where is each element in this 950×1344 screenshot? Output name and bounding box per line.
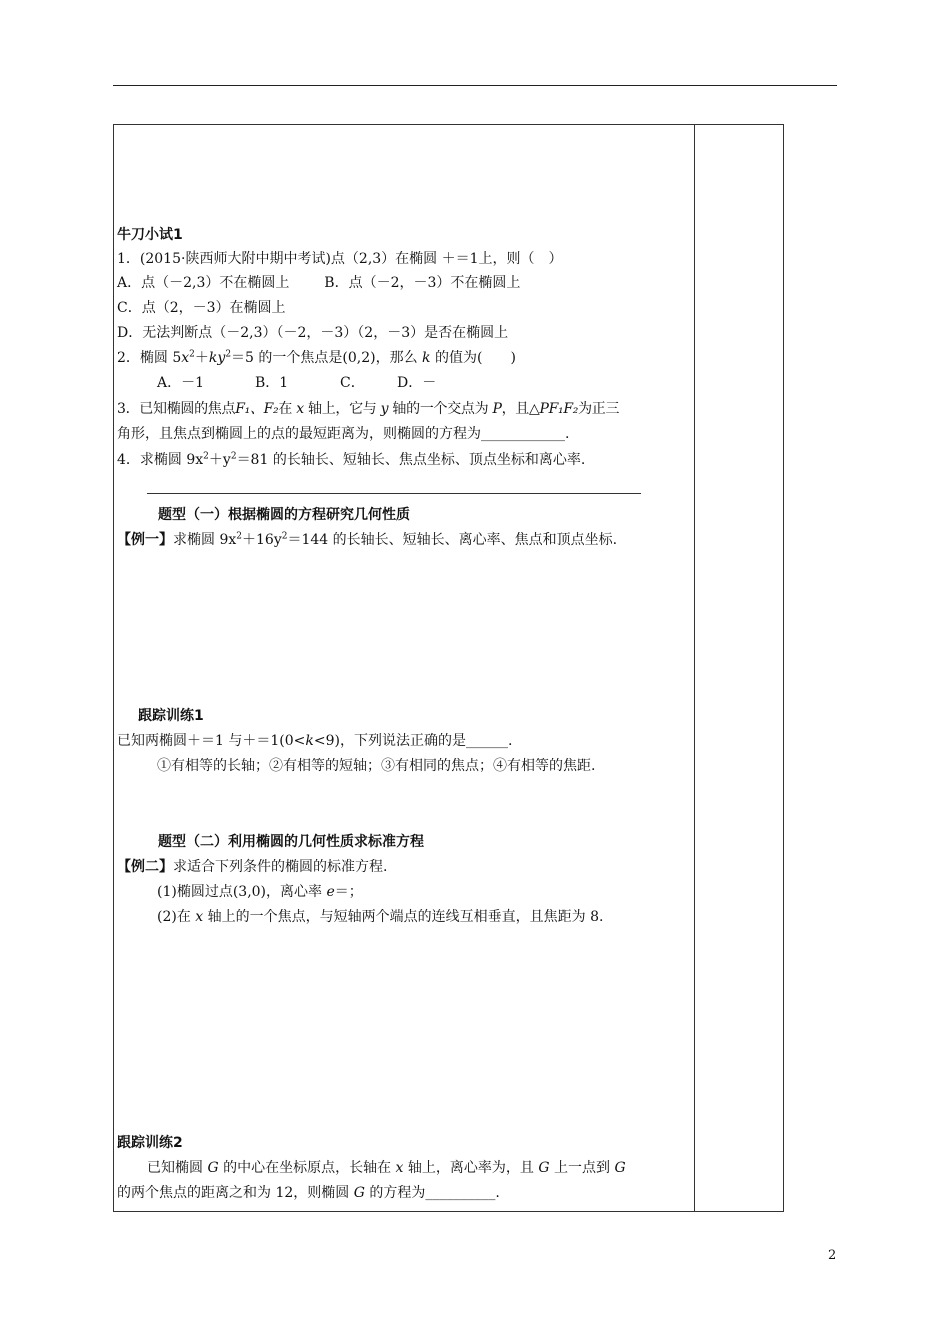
drill2-title: 跟踪训练2 xyxy=(117,1135,183,1151)
q3-line2: 角形，且焦点到椭圆上的点的最短距离为，则椭圆的方程为____________. xyxy=(117,426,570,442)
q1-option-c: C．点（2，－3）在椭圆上 xyxy=(117,300,286,316)
practice-title: 牛刀小试1 xyxy=(117,227,183,243)
example2-tag: 【例二】 xyxy=(117,859,173,875)
type1-heading: 题型（一）根据椭圆的方程研究几何性质 xyxy=(158,507,410,523)
q1-stem: 1．(2015·陕西师大附中期中考试)点（2,3）在椭圆 ＋＝1上，则（ ） xyxy=(117,251,563,267)
drill2-line2: 的两个焦点的距离之和为 12，则椭圆 G 的方程为__________. xyxy=(117,1185,500,1201)
q2-option-b: B．1 xyxy=(255,375,289,391)
page-number: 2 xyxy=(828,1248,837,1263)
section-divider xyxy=(147,493,641,494)
q1-option-d: D．无法判断点（－2,3）（－2，－3）（2，－3）是否在椭圆上 xyxy=(117,325,509,341)
example1-tag: 【例一】 xyxy=(117,532,173,548)
q2-option-c: C． xyxy=(340,375,365,391)
q2-stem: 2．椭圆 $5x^2+ky^2=5$ 的一个焦点是(0,2)，那么 k 的值为( ) xyxy=(117,349,516,366)
q1-options-ab xyxy=(117,274,520,292)
example2-condition2: (2)在 x 轴上的一个焦点，与短轴两个端点的连线互相垂直，且焦距为 8. xyxy=(157,909,604,925)
example2-condition1: (1)椭圆过点(3,0)，离心率 e＝； xyxy=(157,884,363,900)
example2: 【例二】求适合下列条件的椭圆的标准方程. xyxy=(117,859,388,875)
notes-column-divider xyxy=(694,124,695,1212)
q1-option-b: B．点（－2，－3）不在椭圆上 xyxy=(324,275,521,291)
q1-option-a: A．点（－2,3）不在椭圆上 xyxy=(117,275,290,291)
header-rule xyxy=(113,85,837,86)
drill1-stem: 已知两椭圆＋＝1 与＋＝1(0<k<9)，下列说法正确的是______. xyxy=(117,733,513,749)
q4-stem: 4．求椭圆 $9x^2+y^2=81$ 的长轴长、短轴长、焦点坐标、顶点坐标和离心率. xyxy=(117,451,586,468)
q2-option-d: D．－ xyxy=(397,375,437,391)
example1: 【例一】求椭圆 $9x^2+16y^2=144$ 的长轴长、短轴长、离心率、焦点和顶点坐标. xyxy=(117,531,618,548)
type2-heading: 题型（二）利用椭圆的几何性质求标准方程 xyxy=(158,834,424,850)
q2-option-a: A．－1 xyxy=(157,375,205,391)
drill2-line1: 已知椭圆 G 的中心在坐标原点，长轴在 x 轴上，离心率为，且 G 上一点到 G xyxy=(147,1160,626,1176)
drill1-options: ①有相等的长轴；②有相等的短轴；③有相同的焦点；④有相等的焦距. xyxy=(157,758,596,774)
q3-line1: 3．已知椭圆的焦点F₁、F₂在 x 轴上，它与 y 轴的一个交点为 P，且△PF₁F₂为正三 xyxy=(117,401,620,417)
drill1-title: 跟踪训练1 xyxy=(138,708,204,724)
